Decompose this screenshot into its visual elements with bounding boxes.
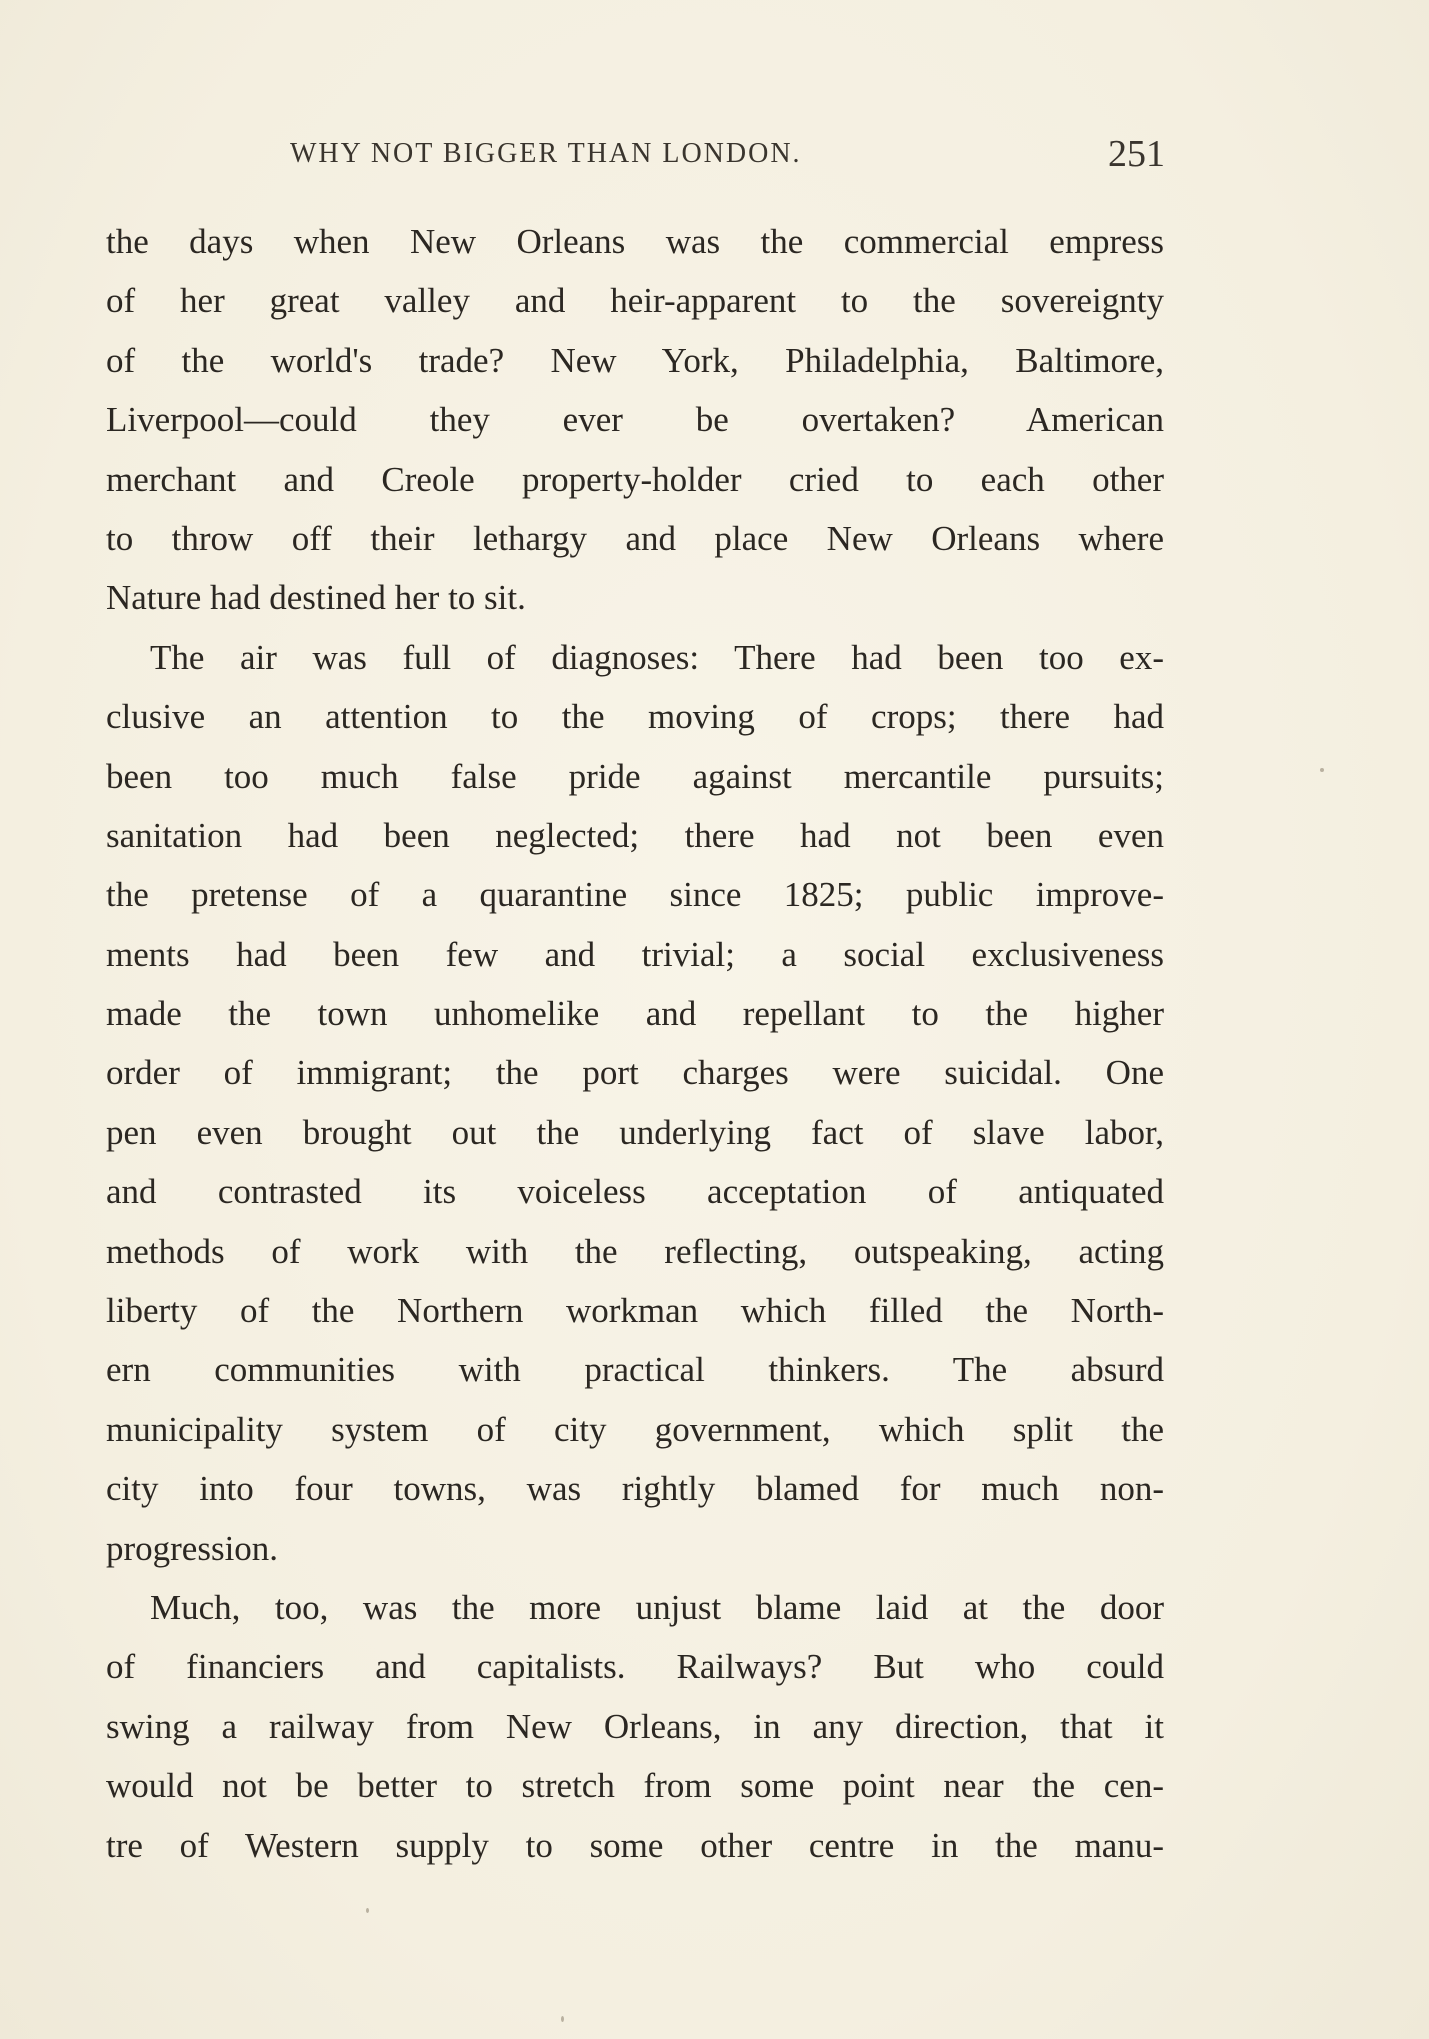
text-line: ments had been few and trivial; a social exclusiveness [106, 934, 1164, 974]
text-line: Liverpool—could they ever be overtaken? American [106, 400, 1164, 440]
text-line: liberty of the Northern workman which filled the North- [106, 1291, 1164, 1331]
text-line: been too much false pride against mercantile pursuits; [106, 756, 1164, 796]
text-line: Nature had destined her to sit. [106, 578, 526, 618]
text-line: The air was full of diagnoses: There had been too ex- [150, 637, 1164, 677]
text-line: ern communities with practical thinkers. The absurd [106, 1350, 1164, 1390]
text-line: methods of work with the reflecting, outspeaking, acting [106, 1231, 1164, 1271]
text-line: of the world's trade? New York, Philadelphia, Baltimore, [106, 340, 1164, 380]
text-line: of her great valley and heir-apparent to the sovereignty [106, 281, 1164, 321]
text-line: made the town unhomelike and repellant to the higher [106, 994, 1164, 1034]
running-title: WHY NOT BIGGER THAN LONDON. [290, 138, 802, 169]
page-number: 251 [1108, 133, 1165, 175]
text-line: pen even brought out the underlying fact of slave labor, [106, 1112, 1164, 1152]
text-line: merchant and Creole property-holder cried to each other [106, 459, 1164, 499]
text-line: progression. [106, 1528, 279, 1568]
body-text [106, 212, 1164, 1875]
text-line: order of immigrant; the port charges were suicidal. One [106, 1053, 1164, 1093]
text-line: Much, too, was the more unjust blame laid at the door [150, 1587, 1164, 1627]
text-line: would not be better to stretch from some point near the cen- [106, 1766, 1164, 1806]
text-line: city into four towns, was rightly blamed for much non- [106, 1469, 1164, 1509]
text-line: swing a railway from New Orleans, in any direction, that it [106, 1706, 1164, 1746]
text-line: to throw off their lethargy and place New Orleans where [106, 518, 1164, 558]
text-line: tre of Western supply to some other centre in the manu- [106, 1825, 1164, 1865]
text-line: sanitation had been neglected; there had not been even [106, 815, 1164, 855]
paper-speck [1320, 768, 1324, 772]
text-line: clusive an attention to the moving of crops; there had [106, 697, 1164, 737]
text-line: municipality system of city government, which split the [106, 1409, 1164, 1449]
text-line: the pretense of a quarantine since 1825; public improve- [106, 875, 1164, 915]
paper-speck [561, 2016, 564, 2022]
running-head [290, 132, 1165, 182]
text-line: the days when New Orleans was the commercial empress [106, 222, 1164, 261]
text-line: of financiers and capitalists. Railways? But who could [106, 1647, 1164, 1687]
paper-speck [366, 1908, 369, 1913]
text-line: and contrasted its voiceless acceptation of antiquated [106, 1172, 1164, 1212]
